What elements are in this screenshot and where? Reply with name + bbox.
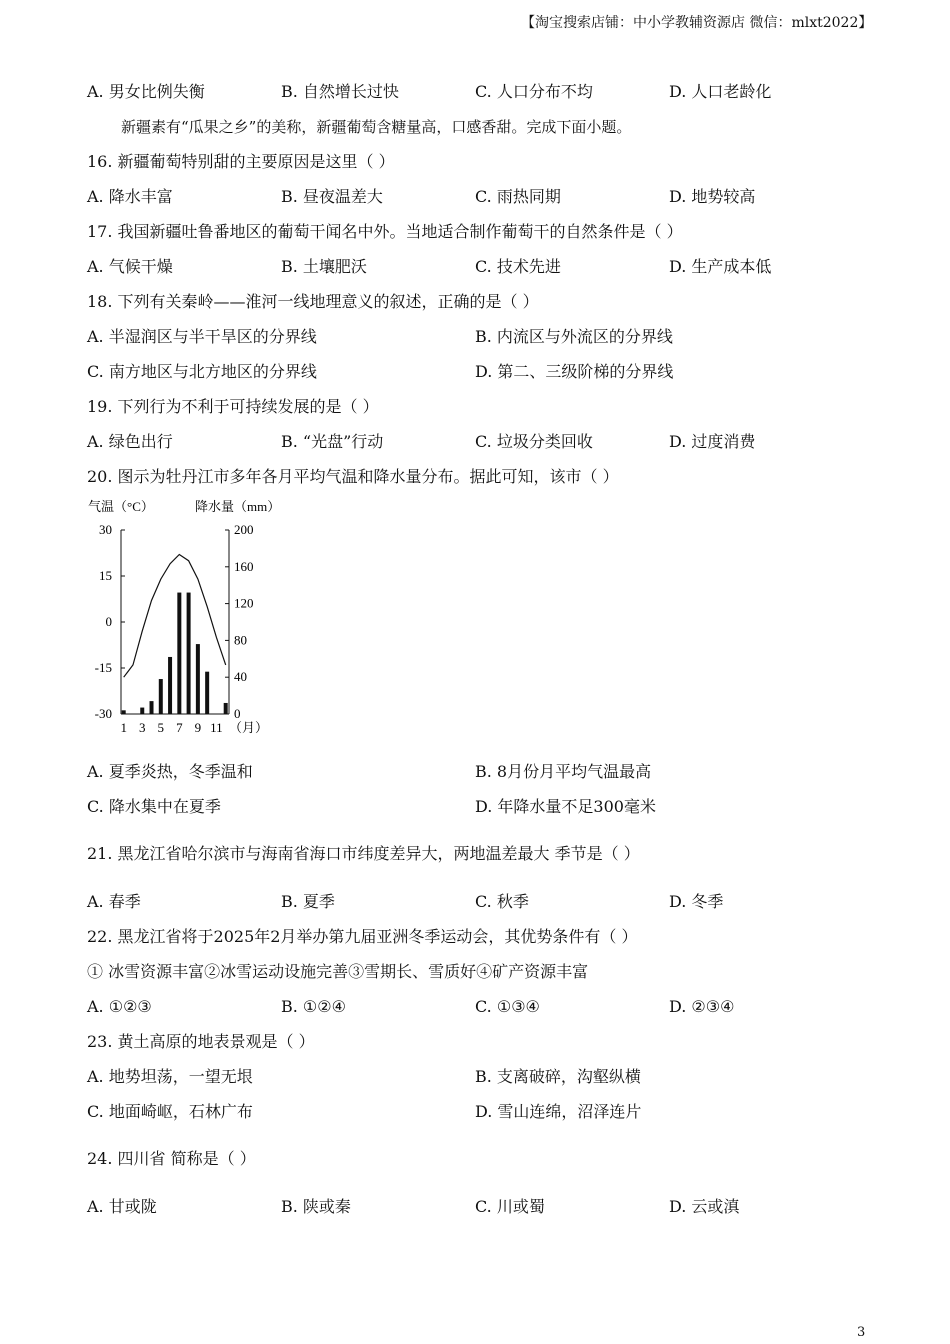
q23-option-c[interactable]: C. 地面崎岖，石林广布 (87, 1102, 253, 1121)
q18-option-c[interactable]: C. 南方地区与北方地区的分界线 (87, 362, 317, 381)
q21-option-b[interactable]: B. 夏季 (281, 892, 335, 911)
temperature-line (124, 555, 226, 678)
q17-stem: 17. 我国新疆吐鲁番地区的葡萄干闻名中外。当地适合制作葡萄干的自然条件是（ ） (87, 222, 683, 241)
q20-option-b[interactable]: B. 8月份月平均气温最高 (475, 762, 652, 781)
q15-option-b[interactable]: B. 自然增长过快 (281, 82, 399, 101)
precipitation-tick-label: 40 (234, 669, 247, 685)
precipitation-bar (122, 710, 126, 714)
q17-option-c[interactable]: C. 技术先进 (475, 257, 561, 276)
q24-option-b[interactable]: B. 陕或秦 (281, 1197, 351, 1216)
q20-option-d[interactable]: D. 年降水量不足300毫米 (475, 797, 656, 816)
q19-stem: 19. 下列行为不利于可持续发展的是（ ） (87, 397, 379, 416)
q21-stem: 21. 黑龙江省哈尔滨市与海南省海口市纬度差异大，两地温差最大 季节是（ ） (87, 844, 640, 863)
q23-option-d[interactable]: D. 雪山连绵，沼泽连片 (475, 1102, 642, 1121)
q22-option-c[interactable]: C. ①③④ (475, 997, 540, 1016)
temperature-tick-label: 15 (99, 568, 112, 583)
q17-option-a[interactable]: A. 气候干燥 (87, 257, 173, 276)
precipitation-bar (140, 708, 144, 714)
q21-option-a[interactable]: A. 春季 (87, 892, 141, 911)
q16-option-b[interactable]: B. 昼夜温差大 (281, 187, 383, 206)
precipitation-bar (177, 593, 181, 714)
page-header: 【淘宝搜索店铺：中小学教辅资源店 微信：mlxt2022】 (521, 15, 873, 31)
month-tick-label: 7 (176, 720, 183, 735)
month-unit-label: （月） (229, 720, 269, 735)
page-number: 3 (857, 1325, 866, 1340)
grapes-intro: 新疆素有“瓜果之乡”的美称，新疆葡萄含糖量高，口感香甜。完成下面小题。 (121, 118, 632, 136)
precipitation-tick-label: 160 (234, 558, 254, 574)
q20-option-c[interactable]: C. 降水集中在夏季 (87, 797, 221, 816)
q20-stem: 20. 图示为牡丹江市多年各月平均气温和降水量分布。据此可知，该市（ ） (87, 467, 619, 486)
q24-option-d[interactable]: D. 云或滇 (669, 1197, 740, 1216)
precipitation-axis-label: 降水量（mm） (195, 499, 281, 514)
q23-stem: 23. 黄土高原的地表景观是（ ） (87, 1032, 315, 1051)
precipitation-bar (187, 593, 191, 714)
month-tick-label: 11 (210, 720, 223, 735)
month-tick-label: 3 (138, 720, 146, 735)
q15-option-d[interactable]: D. 人口老龄化 (669, 82, 772, 101)
q16-stem: 16. 新疆葡萄特别甜的主要原因是这里（ ） (87, 152, 395, 171)
q23-option-a[interactable]: A. 地势坦荡，一望无垠 (87, 1067, 253, 1086)
precipitation-tick-label: 0 (234, 706, 241, 721)
q18-option-a[interactable]: A. 半湿润区与半干旱区的分界线 (87, 327, 317, 346)
precipitation-bar (205, 672, 209, 714)
q16-option-d[interactable]: D. 地势较高 (669, 187, 756, 206)
q24-stem: 24. 四川省 简称是（ ） (87, 1149, 256, 1168)
temperature-tick-label: 0 (105, 614, 112, 629)
q17-option-d[interactable]: D. 生产成本低 (669, 257, 772, 276)
q15-option-c[interactable]: C. 人口分布不均 (475, 82, 593, 101)
precipitation-bar (159, 679, 163, 714)
q16-option-c[interactable]: C. 雨热同期 (475, 187, 561, 206)
climate-chart (80, 495, 320, 745)
q19-option-c[interactable]: C. 垃圾分类回收 (475, 432, 593, 451)
q21-option-c[interactable]: C. 秋季 (475, 892, 529, 911)
chart-plot (95, 522, 268, 735)
month-tick-label: 9 (194, 720, 202, 735)
precipitation-bar (196, 644, 200, 714)
temperature-axis-label: 气温（°C） (88, 499, 154, 514)
temperature-tick-label: -15 (94, 660, 112, 675)
q23-option-b[interactable]: B. 支离破碎，沟壑纵横 (475, 1067, 641, 1086)
q22-conditions: ① 冰雪资源丰富②冰雪运动设施完善③雪期长、雪质好④矿产资源丰富 (87, 962, 589, 981)
precipitation-bar (224, 703, 228, 714)
q22-option-d[interactable]: D. ②③④ (669, 997, 735, 1016)
temperature-tick-label: 30 (99, 522, 112, 537)
month-tick-label: 1 (120, 720, 127, 735)
q19-option-b[interactable]: B. “光盘”行动 (281, 432, 384, 451)
q22-stem: 22. 黑龙江省将于2025年2月举办第九届亚洲冬季运动会，其优势条件有（ ） (87, 927, 638, 946)
q21-option-d[interactable]: D. 冬季 (669, 892, 724, 911)
q19-option-a[interactable]: A. 绿色出行 (87, 432, 173, 451)
temperature-tick-label: -30 (94, 706, 112, 721)
q18-option-b[interactable]: B. 内流区与外流区的分界线 (475, 327, 673, 346)
q20-option-a[interactable]: A. 夏季炎热，冬季温和 (87, 762, 253, 781)
q18-option-d[interactable]: D. 第二、三级阶梯的分界线 (475, 362, 674, 381)
q15-option-a[interactable]: A. 男女比例失衡 (87, 82, 205, 101)
q22-option-a[interactable]: A. ①②③ (87, 997, 152, 1016)
q24-option-c[interactable]: C. 川或蜀 (475, 1197, 545, 1216)
q18-stem: 18. 下列有关秦岭——淮河一线地理意义的叙述，正确的是（ ） (87, 292, 539, 311)
precipitation-bar (168, 657, 172, 714)
q17-option-b[interactable]: B. 土壤肥沃 (281, 257, 367, 276)
q22-option-b[interactable]: B. ①②④ (281, 997, 346, 1016)
month-tick-label: 5 (157, 720, 165, 735)
q24-option-a[interactable]: A. 甘或陇 (87, 1197, 157, 1216)
precipitation-tick-label: 80 (234, 632, 247, 648)
q19-option-d[interactable]: D. 过度消费 (669, 432, 756, 451)
precipitation-tick-label: 120 (234, 595, 254, 611)
precipitation-bar (150, 701, 154, 714)
precipitation-tick-label: 200 (234, 522, 254, 537)
q16-option-a[interactable]: A. 降水丰富 (87, 187, 173, 206)
